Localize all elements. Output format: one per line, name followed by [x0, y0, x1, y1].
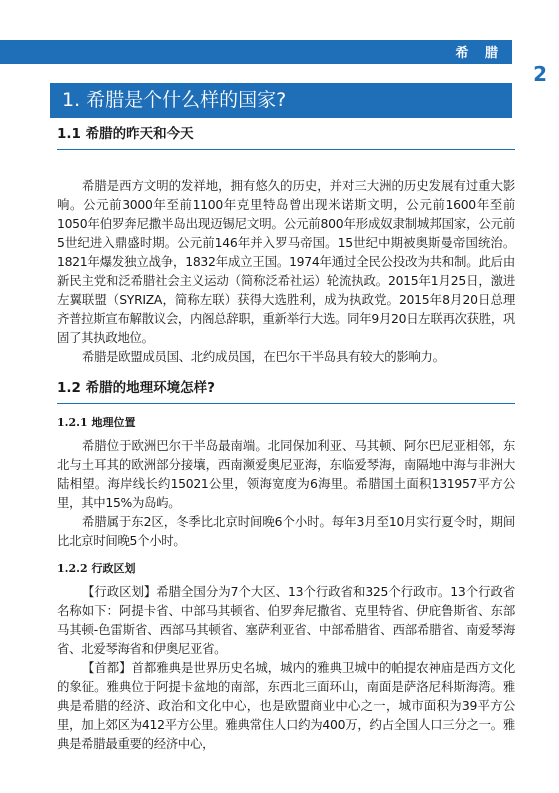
subsection-title: 1.2.1 地理位置: [57, 416, 136, 429]
section-title: 1.1 希腊的昨天和今天: [57, 126, 194, 142]
section-rule: [57, 149, 515, 150]
section-rule: [57, 403, 515, 404]
section-title: 1.2 希腊的地理环境怎样?: [57, 380, 215, 396]
paragraph: 【行政区划】希腊全国分为7个大区、13个行政省和325个行政市。13个行政省名称如下：阿提卡省、中部马其顿省、伯罗奔尼撒省、克里特省、伊庇鲁斯省、东部马其顿-色雷斯省、西部马其顿省、塞萨利亚省、中部希腊省、西部希腊省、南爱琴海省、北爱琴海省和伊奥尼亚省。: [57, 584, 515, 656]
section-1-1: [57, 122, 515, 366]
paragraph: 希腊是西方文明的发祥地，拥有悠久的历史，并对三大洲的历史发展有过重大影响。公元前3000年至前1100年克里特岛曾出现米诺斯文明，公元前1600年至前1050年伯罗奔尼撒半岛出现迈锡尼文明。公元前800年形成奴隶制城邦国家，公元前5世纪进入鼎盛时期。公元前146年并入罗马帝国。15世纪中期被奥斯曼帝国统治。1821年爆发独立战争，1832年成立王国。1974年通过全民公投改为共和制。此后由新民主党和泛希腊社会主义运动（简称泛希社运）轮流执政。2015年1月25日，激进左翼联盟（SYRIZA，简称左联）获得大选胜利，成为执政党。2015年8月20日总理齐普拉斯宣布解散议会，内阁总辞职，重新举行大选。同年9月20日左联再次获胜，巩固了其执政地位。: [57, 178, 516, 345]
page-number: 2: [533, 62, 547, 86]
paragraph: 希腊属于东2区，冬季比北京时间晚6个小时。每年3月至10月实行夏令时，期间比北京时间晚5个小时。: [57, 514, 515, 548]
chapter-title-banner: 1. 希腊是个什么样的国家?: [50, 83, 512, 118]
page-body: [57, 122, 515, 753]
paragraph: 希腊是欧盟成员国、北约成员国，在巴尔干半岛具有较大的影响力。: [82, 349, 445, 364]
paragraph: 希腊位于欧洲巴尔干半岛最南端。北同保加利亚、马其顿、阿尔巴尼亚相邻，东北与土耳其的欧洲部分接壤，西南濒爱奥尼亚海，东临爱琴海，南隔地中海与非洲大陆相望。海岸线长约15021公里，领海宽度为6海里。希腊国土面积131957平方公里，其中15%为岛屿。: [57, 438, 515, 510]
running-header-title: 希 腊: [455, 46, 504, 61]
subsection-title: 1.2.2 行政区划: [57, 562, 136, 575]
paragraph: 【首都】首都雅典是世界历史名城，城内的雅典卫城中的帕提农神庙是西方文化的象征。雅典位于阿提卡盆地的南部，东西北三面环山，南面是萨洛尼科斯海湾。雅典是希腊的经济、政治和文化中心，也是欧盟商业中心之一，城市面积为39平方公里，加上郊区为412平方公里。雅典常住人口约为400万，约占全国人口三分之一。雅典是希腊最重要的经济中心，: [57, 660, 515, 751]
header-bar: [0, 40, 512, 64]
section-1-2: [57, 376, 515, 753]
